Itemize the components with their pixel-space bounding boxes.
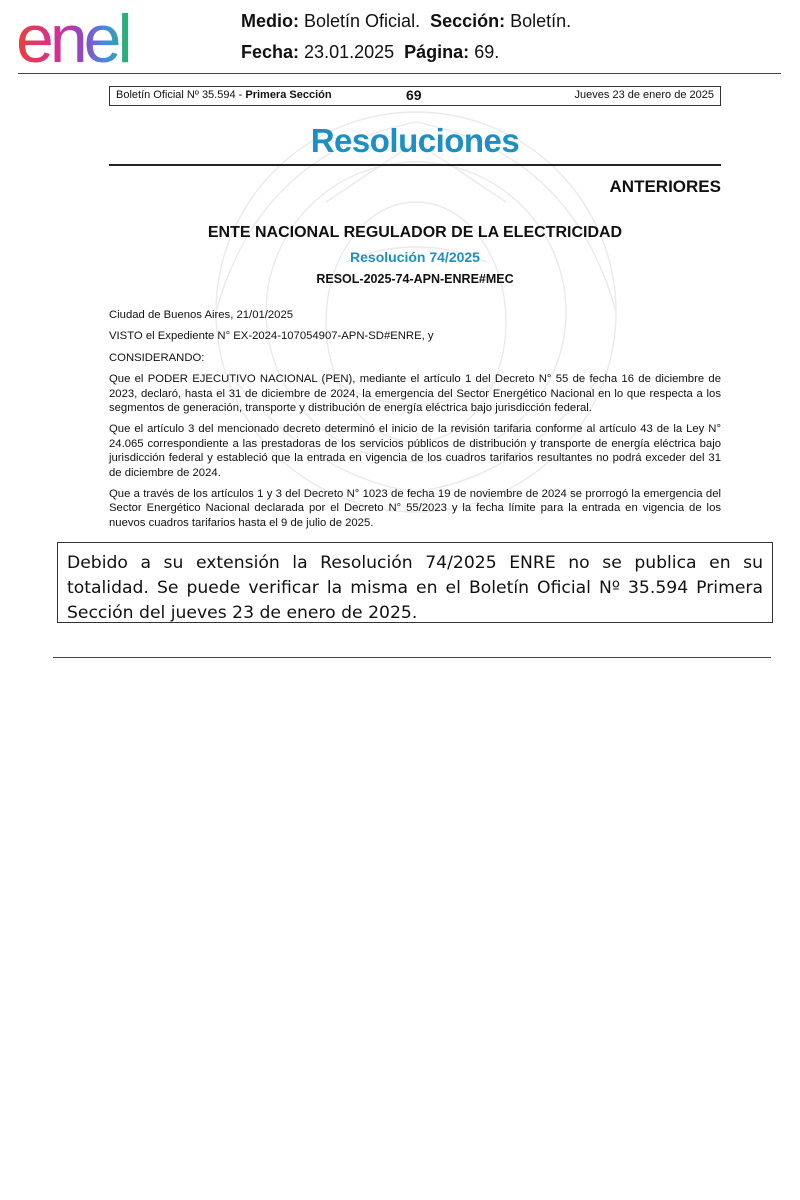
body-paragraph: Que el PODER EJECUTIVO NACIONAL (PEN), mediante el artículo 1 del Decreto N° 55 de fecha 16 de diciembre de 2023, declaró, hasta el 31 de diciembre de 2024, la emergencia del Sector Energético Nacional en lo que respecta a los segmentos de generación, transporte y distribución de energía eléctrica bajo jurisdicción federal. (109, 373, 721, 415)
fecha-value: 23.01.2025 (304, 42, 395, 62)
body-paragraph: CONSIDERANDO: (109, 351, 205, 364)
bulletin-name: Boletín Oficial Nº 35.594 - Primera Sección (116, 89, 332, 101)
bulletin-section: Primera Sección (245, 89, 332, 101)
seccion-value: Boletín. (510, 11, 572, 31)
body-paragraph: Que el artículo 3 del mencionado decreto determinó el inicio de la revisión tarifaria conforme al artículo 43 de la Ley N° 24.065 correspondiente a las prestadoras de los servicios públicos de distribución y transporte de energía eléctrica bajo jurisdicción federal y estableció que la entrada en vigencia de los cuadros tarifarios resultantes no podrá exceder del 31 de diciembre de 2024. (109, 423, 721, 479)
bottom-divider (53, 657, 771, 658)
enel-logo (16, 6, 176, 70)
resolution-code: RESOL-2025-74-APN-ENRE#MEC (316, 272, 514, 286)
fecha-label: Fecha: (241, 42, 300, 62)
pagina-value: 69. (474, 42, 500, 62)
medio-label: Medio: (241, 11, 299, 31)
body-paragraph: Ciudad de Buenos Aires, 21/01/2025 (109, 309, 294, 321)
seccion-label: Sección: (430, 11, 506, 31)
meta-line-2 (241, 37, 571, 68)
section-title: Resoluciones (310, 122, 520, 159)
bulletin-date: Jueves 23 de enero de 2025 (574, 89, 714, 101)
agency-name: ENTE NACIONAL REGULADOR DE LA ELECTRICIDAD (207, 224, 623, 241)
resolution-number: Resolución 74/2025 (350, 249, 480, 265)
subsection-label: ANTERIORES (609, 177, 721, 196)
header-divider (18, 73, 781, 74)
svg-text:enel: enel (16, 6, 129, 70)
editorial-note: Debido a su extensión la Resolución 74/2025 ENRE no se publica en su totalidad. Se puede verificar la misma en el Boletín Oficial Nº 35.594 Primera Sección del jueves 23 de enero de 2025. (57, 542, 773, 623)
pagina-label: Página: (404, 42, 470, 62)
bulletin-clipping (86, 82, 746, 532)
body-paragraph: VISTO el Expediente N° EX-2024-107054907-APN-SD#ENRE, y (109, 330, 434, 343)
meta-line-1 (241, 6, 571, 37)
section-title-rule (109, 164, 721, 166)
body-paragraph: Que a través de los artículos 1 y 3 del Decreto N° 1023 de fecha 19 de noviembre de 2024 se prorrogó la emergencia del Sector Energético Nacional declarada por el Decreto N° 55/2023 y la fecha límite para la entrada en vigencia de los nuevos cuadros tarifarios hasta el 9 de julio de 2025. (109, 488, 721, 529)
bulletin-header-bar (109, 86, 721, 106)
medio-value: Boletín Oficial. (304, 11, 421, 31)
bulletin-page-number: 69 (406, 87, 422, 103)
resolution-body (109, 308, 721, 532)
document-metadata (241, 6, 571, 68)
